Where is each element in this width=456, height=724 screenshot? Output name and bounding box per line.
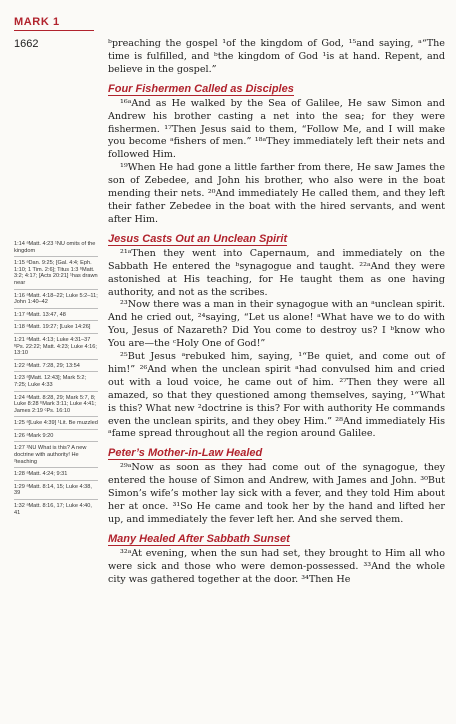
cross-reference-note: 1:17 ᵃMatt. 13:47, 48 bbox=[14, 311, 98, 322]
cross-reference-note: 1:27 ¹NU What is this? A new doctrine with authority! He ²teaching bbox=[14, 444, 98, 468]
paragraph: ᵇpreaching the gospel ¹of the kingdom of God, ¹⁵and saying, ᵃ“The time is fulfilled, and ᵇthe kingdom of God ¹is at hand. Repent, and believe in the gospel.” bbox=[108, 38, 445, 75]
cross-reference-note: 1:23 ᵃ[Matt. 12:43]; Mark 5:2; 7:25; Luke 4:33 bbox=[14, 374, 98, 391]
paragraph: ³²ᵃAt evening, when the sun had set, they brought to Him all who were sick and those who were demon-possessed. ³³And the whole city was gathered together at the door. ³⁴Then He bbox=[108, 547, 445, 585]
cross-reference-note: 1:18 ᵃMatt. 19:27; [Luke 14:26] bbox=[14, 323, 98, 334]
section-heading bbox=[108, 82, 445, 96]
section-heading-text: Four Fishermen Called as Disciples bbox=[108, 82, 294, 95]
cross-reference-note: 1:25 ᵃ[Luke 4:39] ¹Lit. Be muzzled bbox=[14, 419, 98, 430]
section-heading bbox=[108, 232, 445, 246]
cross-reference-note: 1:16 ᵃMatt. 4:18–22; Luke 5:2–11; John 1:40–42 bbox=[14, 292, 98, 309]
cross-reference-note: 1:14 ᵃMatt. 4:23 ¹NU omits of the kingdom bbox=[14, 240, 98, 257]
section-heading-text: Many Healed After Sabbath Sunset bbox=[108, 532, 290, 545]
section-heading bbox=[108, 532, 445, 546]
section-heading-text: Peter’s Mother-in-Law Healed bbox=[108, 447, 263, 460]
header-rule bbox=[14, 30, 94, 31]
book-title: MARK 1 bbox=[14, 16, 60, 28]
paragraph: ²⁹ᵃNow as soon as they had come out of the synagogue, they entered the house of Simon and Andrew, with James and John. ³⁰But Simon’s wife’s mother lay sick with a fever, and they told Him about her at once. ³¹So He came and took her by the hand and lifted her up, and immediately the fever left her. And she served them. bbox=[108, 462, 445, 525]
cross-reference-column bbox=[14, 240, 98, 520]
page-number: 1662 bbox=[14, 38, 39, 50]
section-heading bbox=[108, 446, 445, 460]
paragraph: ²³Now there was a man in their synagogue with an ᵃunclean spirit. And he cried out, ²⁴saying, “Let us alone! ᵃWhat have we to do with You, Jesus of Nazareth? Did You come to destroy us? I ᵇknow who You are—the ᶜHoly One of God!” bbox=[108, 299, 445, 350]
cross-reference-note: 1:28 ᵃMatt. 4:24; 9:31 bbox=[14, 470, 98, 481]
paragraph: ²¹ᵃThen they went into Capernaum, and immediately on the Sabbath He entered the ᵇsynagogue and taught. ²²ᵃAnd they were astonished at His teaching, for He taught them as one having authority, and not as the scribes. bbox=[108, 247, 445, 298]
cross-reference-note: 1:29 ᵃMatt. 8:14, 15; Luke 4:38, 39 bbox=[14, 483, 98, 500]
cross-reference-note: 1:26 ᵃMark 9:20 bbox=[14, 432, 98, 443]
paragraph: ²⁵But Jesus ᵃrebuked him, saying, ¹“Be quiet, and come out of him!” ²⁶And when the unclean spirit ᵃhad convulsed him and cried out with a loud voice, he came out of him. ²⁷Then they were all amazed, so that they questioned among themselves, saying, ¹“What is this? What new ²doctrine is this? For with authority He commands even the unclean spirits, and they obey Him.” ²⁸And immediately His ᵃfame spread throughout all the region around Galilee. bbox=[108, 351, 445, 440]
paragraph: ¹⁹When He had gone a little farther from there, He saw James the son of Zebedee, and John his brother, who also were in the boat mending their nets. ²⁰And immediately He called them, and they left their father Zebedee in the boat with the hired servants, and went after Him. bbox=[108, 162, 445, 225]
paragraph: ¹⁶ᵃAnd as He walked by the Sea of Galilee, He saw Simon and Andrew his brother casting a net into the sea; for they were fishermen. ¹⁷Then Jesus said to them, “Follow Me, and I will make you become ᵃfishers of men.” ¹⁸ᵃThey immediately left their nets and followed Him. bbox=[108, 97, 445, 161]
cross-reference-note: 1:15 ᵃDan. 9:25; [Gal. 4:4; Eph. 1:10; 1 Tim. 2:6]; Titus 1:3 ᵇMatt. 3:2; 4:17; [Acts 20:21] ¹has drawn near bbox=[14, 259, 98, 289]
cross-reference-note: 1:32 ᵃMatt. 8:16, 17; Luke 4:40, 41 bbox=[14, 503, 92, 516]
scripture-text bbox=[108, 38, 445, 587]
cross-reference-note: 1:22 ᵃMatt. 7:28, 29; 13:54 bbox=[14, 362, 98, 373]
cross-reference-note: 1:24 ᵃMatt. 8:28, 29; Mark 5:7, 8; Luke 8:28 ᵇMark 3:11; Luke 4:41; James 2:19 ᶜPs. 16:10 bbox=[14, 394, 98, 418]
section-heading-text: Jesus Casts Out an Unclean Spirit bbox=[108, 232, 288, 245]
cross-reference-note: 1:21 ᵃMatt. 4:13; Luke 4:31–37 ᵇPs. 22:22; Matt. 4:23; Luke 4:16; 13:10 bbox=[14, 336, 98, 360]
